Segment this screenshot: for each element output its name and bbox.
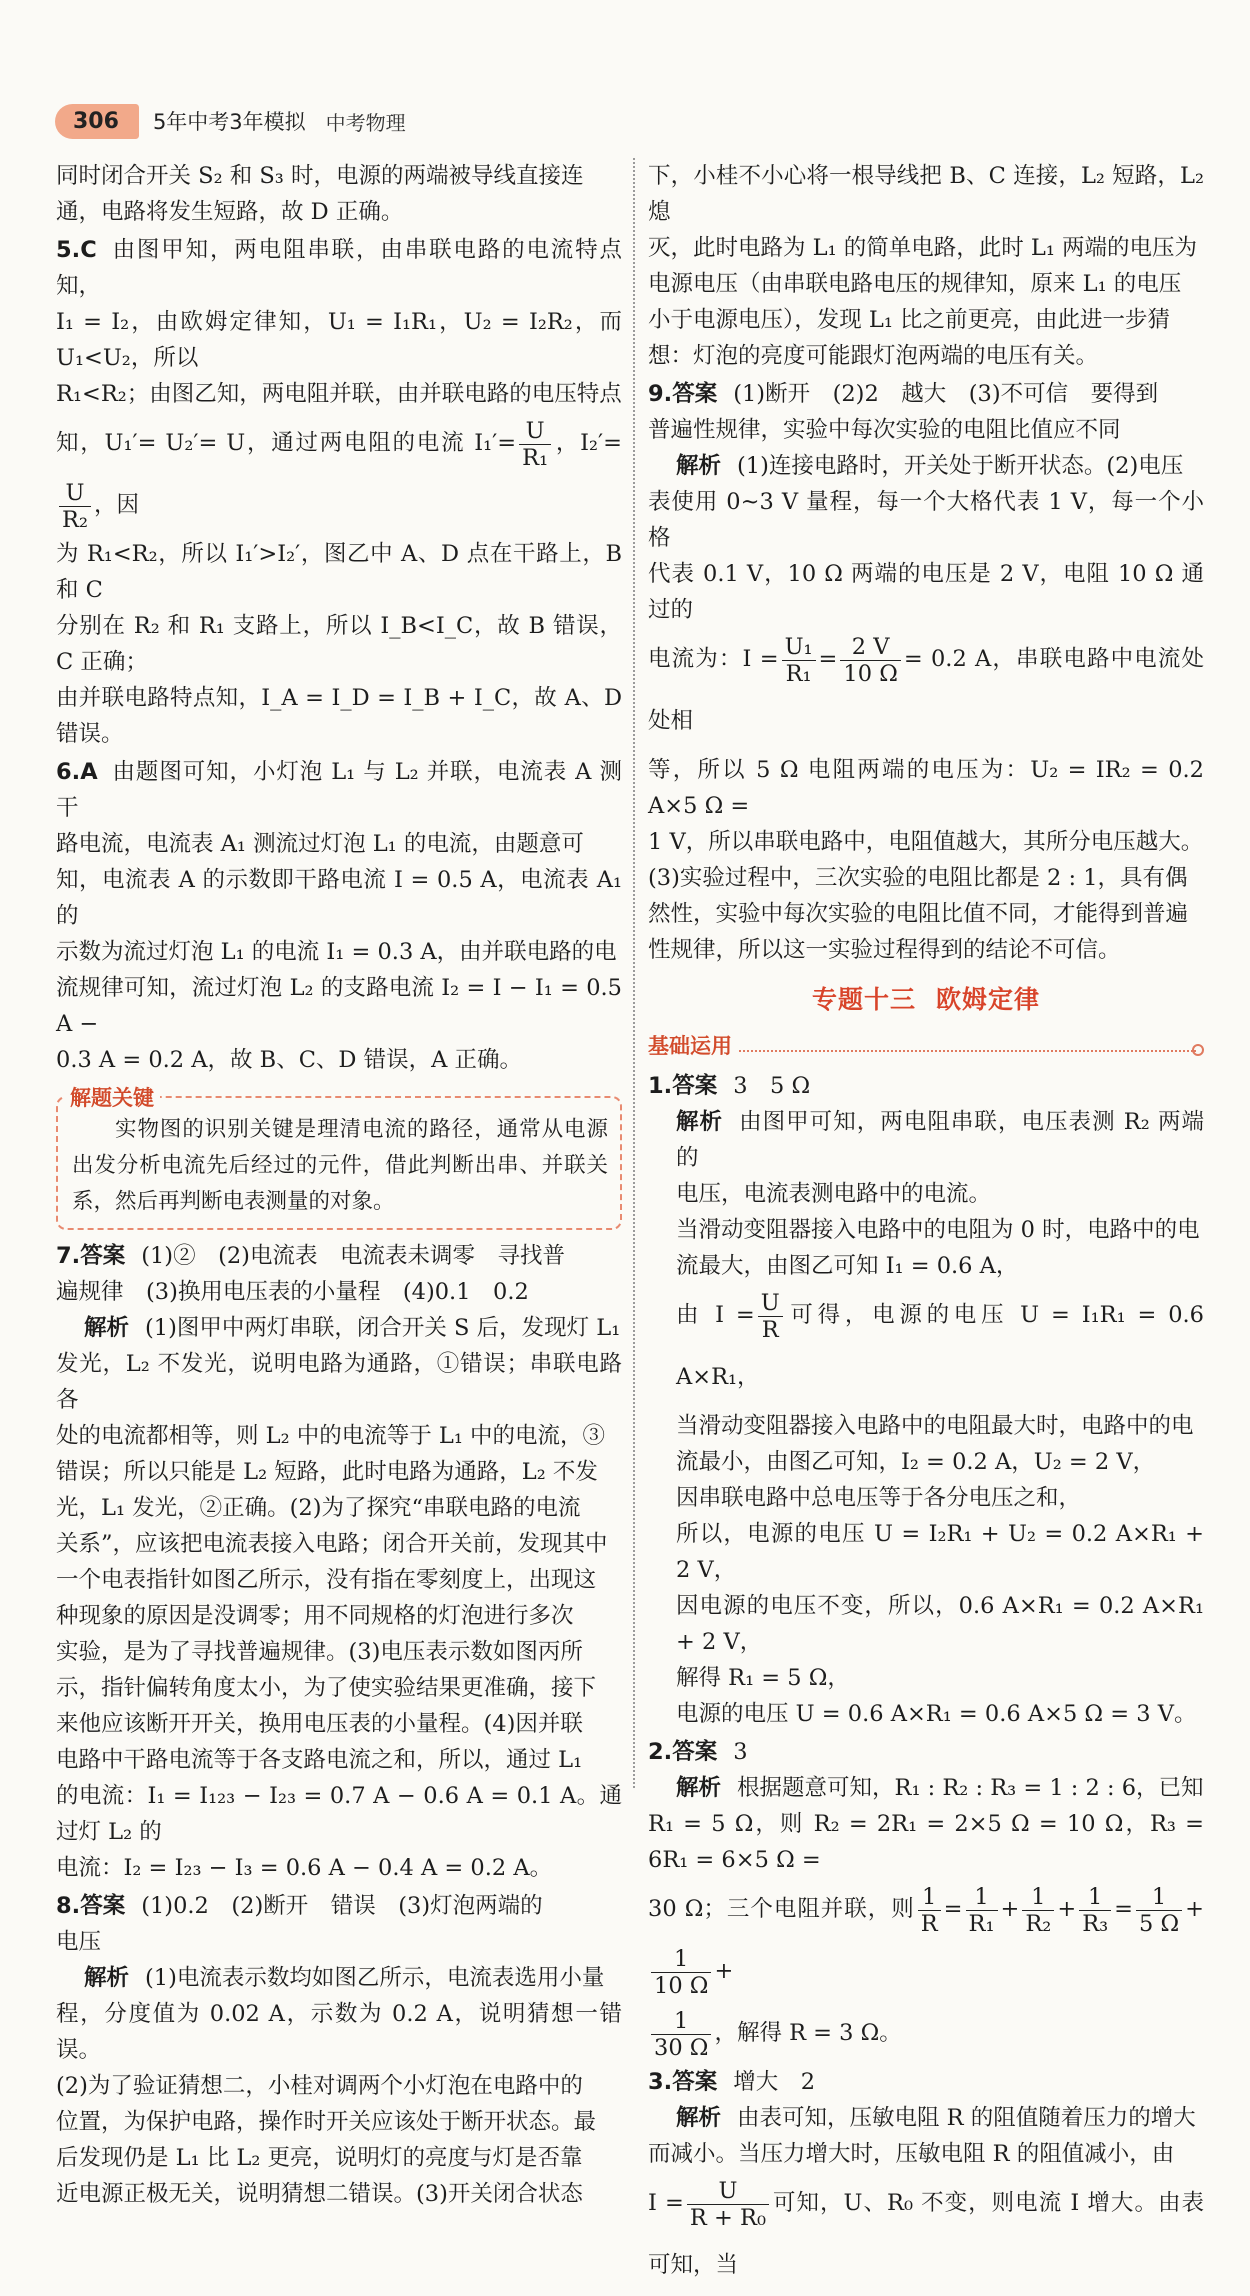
text-line: 当滑动变阻器接入电路中的电阻为 0 时，电路中的电 [676, 1217, 1200, 1243]
page-number: 306 [55, 104, 139, 139]
text-run: (1)0.2 (2)断开 错误 (3)灯泡两端的 [141, 1893, 543, 1919]
book-title: 5年中考3年模拟 [152, 110, 306, 134]
text-run: 由表可知，压敏电阻 R 的阻值随着压力的增大 [737, 2105, 1196, 2131]
analysis-line [56, 1960, 622, 1996]
text-line: 错误；所以只能是 L₂ 短路，此时电路为通路，L₂ 不发 [56, 1459, 598, 1485]
subsection-label: 基础运用 [648, 1028, 738, 1064]
text-line: 电源电压（由串联电路电压的规律知，原来 L₁ 的电压 [648, 271, 1182, 297]
numerator: 2 V [840, 634, 900, 661]
text-line: 然性，实验中每次实验的电阻比值不同，才能得到普遍 [648, 901, 1189, 927]
answer-1 [648, 1068, 1204, 1104]
text-line: 电压，电流表测电路中的电流。 [676, 1181, 992, 1207]
numerator: 1 [1136, 1884, 1182, 1911]
denominator: R [920, 1910, 938, 1937]
column-divider [633, 158, 635, 1788]
question-8 [56, 1888, 622, 1924]
text-line: 因串联电路中总电压等于各分电压之和， [676, 1485, 1082, 1511]
formula-line [648, 628, 1204, 752]
text-line: 而减小。当压力增大时，压敏电阻 R 的阻值减小，由 [648, 2141, 1175, 2167]
text-line: I₁ = I₂，由欧姆定律知，U₁ = I₁R₁，U₂ = I₂R₂，而 U₁<U₂，所以 [56, 309, 622, 371]
fraction [1079, 1884, 1111, 1937]
text-line: 由题图可知，小灯泡 L₁ 与 L₂ 并联，电流表 A 测干 [56, 759, 622, 821]
text-run: (1)② (2)电流表 电流表未调零 寻找普 [141, 1243, 565, 1269]
text-line: 后发现仍是 L₁ 比 L₂ 更亮，说明灯的亮度与灯是否靠 [56, 2145, 583, 2171]
analysis-label: 解析 [676, 453, 722, 479]
numerator: U [687, 2178, 769, 2205]
text-run: 可得，电源的电压 U = I₁R₁ = 0.6 A×R₁， [676, 1302, 1204, 1390]
key-point-label: 解题关键 [64, 1080, 160, 1116]
denominator: 10 Ω [843, 660, 898, 687]
section-name: 欧姆定律 [936, 985, 1041, 1014]
text-line: 下，小桂不小心将一根导线把 B、C 连接，L₂ 短路，L₂ 熄 [648, 163, 1204, 225]
denominator: R₂ [62, 506, 88, 533]
left-column [56, 158, 622, 2212]
text-run: 可知，U、R₀ 不变，则电流 I 增大。由表可知，当 [648, 2190, 1204, 2278]
text-line: 同时闭合开关 S₂ 和 S₃ 时，电源的两端被导线直接连 [56, 163, 584, 189]
text-run: 电流为：I = [648, 646, 779, 672]
key-point-box [56, 1086, 622, 1230]
text-run: I = [648, 2190, 684, 2216]
fraction [782, 634, 816, 687]
numerator: U [59, 480, 91, 507]
numerator: 1 [651, 2008, 711, 2035]
text-line: 灭，此时电路为 L₁ 的简单电路，此时 L₁ 两端的电压为 [648, 235, 1198, 261]
text-line: 0.3 A = 0.2 A，故 B、C、D 错误，A 正确。 [56, 1047, 523, 1073]
denominator: R₁ [522, 444, 549, 471]
formula-line [56, 412, 622, 536]
text-line: 由并联电路特点知，I_A = I_D = I_B + I_C，故 A、D 错误。 [56, 685, 622, 747]
text-run: ，解得 R = 3 Ω。 [714, 2020, 902, 2046]
analysis-line [648, 1104, 1204, 1176]
fraction [651, 1946, 711, 1999]
book-subject: 中考物理 [325, 110, 406, 135]
text-run: 知，U₁′= U₂′= U，通过两电阻的电流 I₁′= [56, 430, 517, 456]
numerator: U [519, 418, 551, 445]
text-line: 一个电表指针如图乙所示，没有指在零刻度上，出现这 [56, 1567, 597, 1593]
answer-label: 1.答案 [648, 1073, 718, 1099]
subsection-bar [648, 1028, 1204, 1062]
text-line: 路电流，电流表 A₁ 测流过灯泡 L₁ 的电流，由题意可 [56, 831, 584, 857]
question-6 [56, 754, 622, 826]
text-line: 性规律，所以这一实验过程得到的结论不可信。 [648, 937, 1121, 963]
text-line: 流最小，由图乙可知，I₂ = 0.2 A，U₂ = 2 V， [676, 1449, 1156, 1475]
answer-label: 7.答案 [56, 1243, 126, 1269]
analysis-line [648, 448, 1204, 484]
text-line: (2)为了验证猜想二，小桂对调两个小灯泡在电路中的 [56, 2073, 583, 2099]
text-run: 30 Ω；三个电阻并联，则 [648, 1896, 915, 1922]
fraction [59, 480, 91, 533]
text-line: 电流：I₂ = I₂₃ − I₃ = 0.6 A − 0.4 A = 0.2 A。 [56, 1855, 553, 1881]
formula-line [648, 2172, 1204, 2296]
section-topic: 专题十三 [811, 985, 916, 1014]
text-line: 遍规律 (3)换用电压表的小量程 (4)0.1 0.2 [56, 1279, 529, 1305]
right-column [648, 158, 1204, 2296]
analysis-line [648, 2100, 1204, 2136]
question-9 [648, 376, 1204, 412]
text-line: 电源的电压 U = 0.6 A×R₁ = 0.6 A×5 Ω = 3 V。 [676, 1701, 1197, 1727]
text-line: 处的电流都相等，则 L₂ 中的电流等于 L₁ 中的电流，③ [56, 1423, 606, 1449]
text-line: 示，指针偏转角度太小，为了使实验结果更准确，接下 [56, 1675, 597, 1701]
fraction [1022, 1884, 1054, 1937]
text-line: 种现象的原因是没调零；用不同规格的灯泡进行多次 [56, 1603, 574, 1629]
question-5 [56, 232, 622, 304]
text-line: 程，分度值为 0.02 A，示数为 0.2 A，说明猜想一错误。 [56, 2001, 622, 2063]
text-line: 关系”，应该把电流表接入电路；闭合开关前，发现其中 [56, 1531, 608, 1557]
answer-label: 3.答案 [648, 2069, 718, 2095]
fraction [651, 2008, 711, 2061]
text-line: 为 R₁<R₂，所以 I₁′>I₂′，图乙中 A、D 点在干路上，B 和 C [56, 541, 622, 603]
text-run: 根据题意可知，R₁ : R₂ : R₃ = 1 : 2 : 6，已知 [737, 1775, 1204, 1801]
analysis-label: 解析 [676, 1109, 724, 1135]
text-run: 由 I = [676, 1302, 755, 1328]
numerator: U [758, 1290, 783, 1317]
text-line: 流最大，由图乙可知 I₁ = 0.6 A， [676, 1253, 1019, 1279]
text-line: 小于电源电压），发现 L₁ 比之前更亮，由此进一步猜 [648, 307, 1171, 333]
answer-label: 2.答案 [648, 1739, 718, 1765]
text-line: 的电流：I₁ = I₁₂₃ − I₂₃ = 0.7 A − 0.6 A = 0.1 A。通过灯 L₂ 的 [56, 1783, 622, 1845]
text-line: R₁ = 5 Ω，则 R₂ = 2R₁ = 2×5 Ω = 10 Ω，R₃ = 6R₁ = 6×5 Ω = [648, 1811, 1204, 1873]
text-line: 实验，是为了寻找普遍规律。(3)电压表示数如图丙所 [56, 1639, 583, 1665]
denominator: R + R₀ [689, 2204, 766, 2231]
denominator: R₁ [968, 1910, 995, 1937]
analysis-label: 解析 [84, 1315, 130, 1341]
text-line: 因电源的电压不变，所以，0.6 A×R₁ = 0.2 A×R₁ + 2 V， [676, 1593, 1204, 1655]
text-line: 流规律可知，流过灯泡 L₂ 的支路电流 I₂ = I − I₁ = 0.5 A − [56, 975, 622, 1037]
question-label: 5.C [56, 237, 97, 263]
answer-label: 9.答案 [648, 381, 718, 407]
text-line: 想：灯泡的亮度可能跟灯泡两端的电压有关。 [648, 343, 1099, 369]
section-title [648, 982, 1204, 1018]
text-line: 分别在 R₂ 和 R₁ 支路上，所以 I_B<I_C，故 B 错误，C 正确； [56, 613, 622, 675]
analysis-label: 解析 [676, 2105, 722, 2131]
answer-2 [648, 1734, 1204, 1770]
fraction [840, 634, 900, 687]
fraction [519, 418, 551, 471]
text-run: (1)图甲中两灯串联，闭合开关 S 后，发现灯 L₁ [145, 1315, 621, 1341]
text-line: 解得 R₁ = 5 Ω， [676, 1665, 850, 1691]
text-run: 由图甲可知，两电阻串联，电压表测 R₂ 两端的 [676, 1109, 1204, 1171]
text-line: 通，电路将发生短路，故 D 正确。 [56, 199, 404, 225]
answer-label: 8.答案 [56, 1893, 126, 1919]
numerator: 1 [651, 1946, 711, 1973]
text-line: 表使用 0~3 V 量程，每一个大格代表 1 V，每一个小格 [648, 489, 1204, 551]
text-run: 3 5 Ω [733, 1073, 811, 1099]
text-line: 发光，L₂ 不发光，说明电路为通路，①错误；串联电路各 [56, 1351, 622, 1413]
text-run: 3 [733, 1739, 748, 1765]
text-run: ，因 [93, 492, 139, 518]
text-line: 知，电流表 A 的示数即干路电流 I = 0.5 A，电流表 A₁ 的 [56, 867, 622, 929]
numerator: 1 [966, 1884, 998, 1911]
text-line: 电路中干路电流等于各支路电流之和，所以，通过 L₁ [56, 1747, 583, 1773]
text-line: 位置，为保护电路，操作时开关应该处于断开状态。最 [56, 2109, 597, 2135]
fraction [758, 1290, 783, 1343]
denominator: 10 Ω [654, 1972, 709, 1999]
analysis-label: 解析 [676, 1775, 722, 1801]
numerator: 1 [1079, 1884, 1111, 1911]
numerator: 1 [918, 1884, 941, 1911]
denominator: R₃ [1082, 1910, 1109, 1937]
text-run: = [818, 646, 838, 672]
text-run: 增大 2 [733, 2069, 816, 2095]
circle-icon [1192, 1044, 1204, 1056]
text-run: = 0.2 A，串联电路中电流处处相 [648, 646, 1204, 734]
text-run: (1)电流表示数均如图乙所示，电流表选用小量 [145, 1965, 605, 1991]
formula-line [648, 2002, 1204, 2064]
text-line: 普遍性规律，实验中每次实验的电阻比值应不同 [648, 417, 1121, 443]
page-header [55, 100, 406, 142]
text-run: ，I₂′= [554, 430, 622, 456]
text-line: (3)实验过程中，三次实验的电阻比都是 2 : 1，具有偶 [648, 865, 1188, 891]
analysis-line [56, 1310, 622, 1346]
key-point-text: 实物图的识别关键是理清电流的路径，通常从电源出发分析电流先后经过的元件，借此判断出串、并联关系，然后再判断电表测量的对象。 [72, 1117, 608, 1214]
fraction [966, 1884, 998, 1937]
denominator: R [761, 1316, 779, 1343]
text-line: 光，L₁ 发光，②正确。(2)为了探究“串联电路的电流 [56, 1495, 581, 1521]
denominator: 30 Ω [654, 2034, 709, 2061]
question-label: 6.A [56, 759, 98, 785]
analysis-label: 解析 [84, 1965, 130, 1991]
text-line: 1 V，所以串联电路中，电阻值越大，其所分电压越大。 [648, 829, 1204, 855]
denominator: R₁ [785, 660, 812, 687]
text-line: 示数为流过灯泡 L₁ 的电流 I₁ = 0.3 A，由并联电路的电 [56, 939, 617, 965]
text-run: (1)断开 (2)2 越大 (3)不可信 要得到 [733, 381, 1159, 407]
text-line: 代表 0.1 V，10 Ω 两端的电压是 2 V，电阻 10 Ω 通过的 [648, 561, 1204, 623]
text-line: R₁<R₂；由图乙知，两电阻并联，由并联电路的电压特点 [56, 381, 622, 407]
numerator: U₁ [782, 634, 816, 661]
question-7 [56, 1238, 622, 1274]
text-line: 当滑动变阻器接入电路中的电阻最大时，电路中的电 [676, 1413, 1194, 1439]
answer-3 [648, 2064, 1204, 2100]
denominator: R₂ [1025, 1910, 1052, 1937]
text-line: 来他应该断开开关，换用电压表的小量程。(4)因并联 [56, 1711, 583, 1737]
formula-line: 30 Ω；三个电阻并联，则 $\frac{1}{R}$ = $\frac{1}{\text{R₁}}$ + $\frac{1}{\text{R₂}}$ + $\frac{1}{\text{R₃}}$ = $\frac{1}{5 \Omega}$ + $\frac{1}{10 \Omega}$ + [648, 1883, 1204, 1999]
fraction [1136, 1884, 1182, 1937]
numerator: 1 [1022, 1884, 1054, 1911]
text-line: 近电源正极无关，说明猜想二错误。(3)开关闭合状态 [56, 2181, 583, 2207]
fraction [687, 2178, 769, 2231]
fraction [918, 1884, 941, 1937]
text-line: 由图甲知，两电阻串联，由串联电路的电流特点知， [56, 237, 622, 299]
analysis-line [648, 1770, 1204, 1806]
text-run: (1)连接电路时，开关处于断开状态。(2)电压 [737, 453, 1184, 479]
formula-line [648, 1284, 1204, 1408]
text-line: 电压 [56, 1929, 102, 1955]
denominator: 5 Ω [1139, 1910, 1180, 1937]
text-line: 所以，电源的电压 U = I₂R₁ + U₂ = 0.2 A×R₁ + 2 V， [676, 1521, 1204, 1583]
text-line: 等，所以 5 Ω 电阻两端的电压为：U₂ = IR₂ = 0.2 A×5 Ω = [648, 757, 1204, 819]
